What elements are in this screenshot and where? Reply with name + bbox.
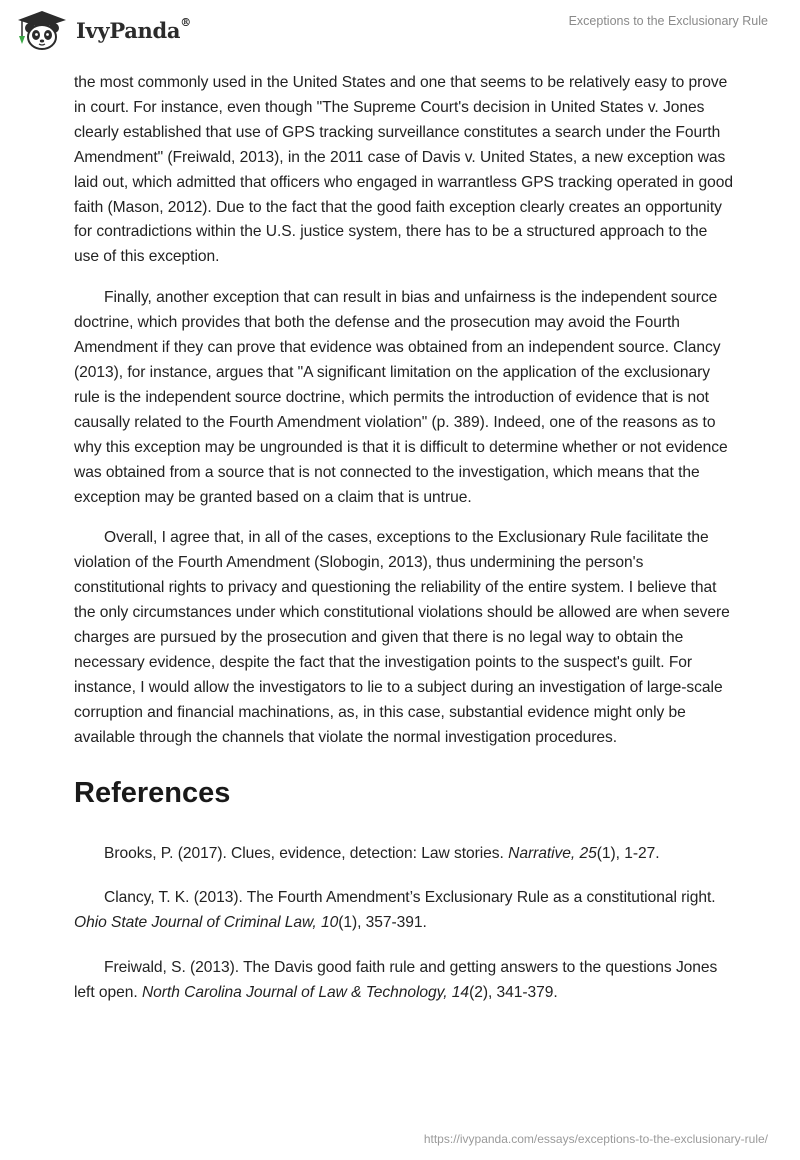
brand-name: IvyPanda® [76,15,191,43]
page-header [0,0,800,70]
ivypanda-logo[interactable] [14,8,191,52]
reference-item: Clancy, T. K. (2013). The Fourth Amendment’s Exclusionary Rule as a constitutional right. Ohio State Journal of Criminal Law, 10(1), 357-391. [74,889,716,932]
reference-item: Freiwald, S. (2013). The Davis good faith rule and getting answers to the questions Jones left open. North Carolina Journal of Law & Technology, 14(2), 341-379. [74,959,718,1002]
body-paragraph: Finally, another exception that can result in bias and unfairness is the independent source doctrine, which provides that both the defense and the prosecution may avoid the Fourth Amendment if they can prove that evidence was obtained from an independent source. Clancy (2013), for instance, argues that "A significant limitation on the application of the exclusionary rule is the independent source doctrine, which permits the introduction of evidence that is not causally related to the Fourth Amendment violation" (p. 389). Indeed, one of the reasons as to why this exception may be ungrounded is that it is difficult to determine whether or not evidence was obtained from a source that is not connected to the investigation, which means that the exception may be granted based on a claim that is untrue. [74,289,728,506]
panda-graduation-icon [14,8,70,52]
body-paragraph: the most commonly used in the United States and one that seems to be relatively easy to prove in court. For instance, even though "The Supreme Court's decision in United States v. Jones clearly established that use of GPS tracking surveillance constitutes a search under the Fourth Amendment" (Freiwald, 2013), in the 2011 case of Davis v. United States, a new exception was laid out, which admitted that officers who engaged in warrantless GPS tracking operated in good faith (Mason, 2012). Due to the fact that the good faith exception clearly creates an opportunity for contradictions within the U.S. justice system, there has to be a structured approach to the use of this exception. [74,74,733,266]
essay-content [74,71,734,1026]
source-url-link[interactable]: https://ivypanda.com/essays/exceptions-to-the-exclusionary-rule/ [423,1132,768,1146]
document-title: Exceptions to the Exclusionary Rule [568,14,768,28]
reference-item: Brooks, P. (2017). Clues, evidence, detection: Law stories. Narrative, 25(1), 1-27. [104,844,660,862]
body-paragraph: Overall, I agree that, in all of the cases, exceptions to the Exclusionary Rule facilitate the violation of the Fourth Amendment (Slobogin, 2013), thus undermining the person's constitutional rights to privacy and questioning the reliability of the entire system. I believe that the only circumstances under which constitutional violations should be allowed are when severe charges are pursued by the prosecution and given that there is no legal way to obtain the necessary evidence, despite the fact that the investigation points to the suspect's guilt. For instance, I would allow the investigators to lie to a subject during an investigation of large-scale corruption and financial machinations, as, in this case, substantial evidence might only be available through the channels that violate the normal investigation procedures. [74,529,730,746]
references-heading: References [74,776,231,809]
